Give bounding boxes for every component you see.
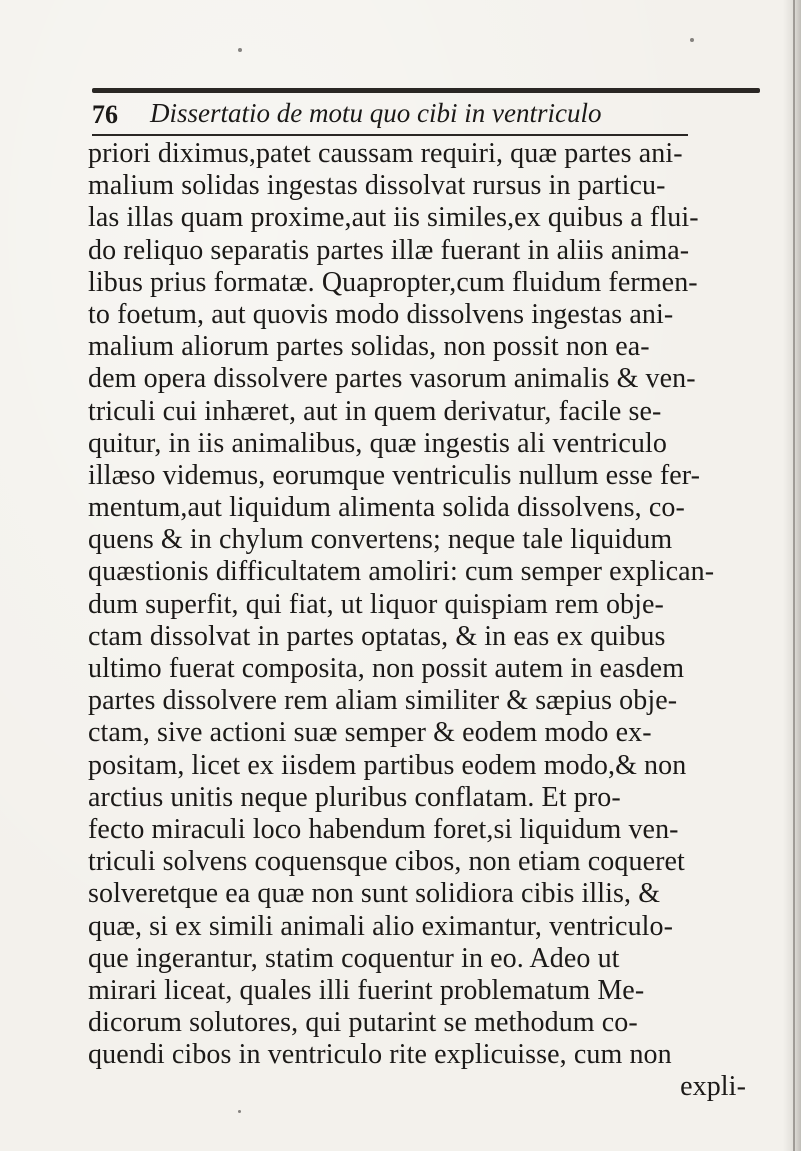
text-line: dem opera dissolvere partes vasorum animalis & ven-: [88, 363, 696, 395]
text-line: malium solidas ingestas dissolvat rursus in particu-: [88, 170, 666, 202]
text-line: triculi cui inhæret, aut in quem derivatur, facile se-: [88, 395, 662, 427]
text-line: mirari liceat, quales illi fuerint problematum Me-: [88, 974, 645, 1006]
body-text: [88, 138, 764, 1104]
text-line: quitur, in iis animalibus, quæ ingestis ali ventriculo: [88, 427, 668, 459]
top-rule: [92, 88, 760, 93]
text-line: do reliquo separatis partes illæ fuerant in aliis anima-: [88, 234, 690, 266]
text-line: priori diximus,patet caussam requiri, quæ partes ani-: [88, 138, 683, 169]
text-line: que ingerantur, statim coquentur in eo. Adeo ut: [88, 942, 620, 974]
text-line: illæso videmus, eorumque ventriculis nullum esse fer-: [88, 459, 701, 491]
page-number: 76: [92, 100, 118, 129]
text-line: to foetum, aut quovis modo dissolvens ingestas ani-: [88, 298, 674, 330]
header-rule: [92, 134, 688, 136]
text-line: libus prius formatæ. Quapropter,cum fluidum fermen-: [88, 266, 698, 298]
text-line: positam, licet ex iisdem partibus eodem modo,& non: [88, 749, 687, 781]
catchword: expli-: [680, 1071, 746, 1103]
text-line: arctius unitis neque pluribus conflatam. Et pro-: [88, 781, 621, 813]
text-line: quæ, si ex simili animali alio eximantur, ventriculo-: [88, 910, 674, 942]
text-line: ultimo fuerat composita, non possit autem in easdem: [88, 653, 685, 684]
ink-speck: [690, 38, 694, 42]
text-line: mentum,aut liquidum alimenta solida dissolvens, co-: [88, 492, 685, 524]
page-edge-line: [793, 0, 795, 1151]
ink-speck: [238, 1110, 241, 1113]
text-line: las illas quam proxime,aut iis similes,ex quibus a flui-: [88, 202, 699, 234]
ink-speck: [238, 48, 242, 52]
text-line: partes dissolvere rem aliam similiter & sæpius obje-: [88, 685, 678, 717]
text-line: quæstionis difficultatem amoliri: cum semper explican-: [88, 556, 715, 588]
page-header: [92, 96, 692, 136]
page-edge-shadow: [783, 0, 801, 1151]
text-line: ctam dissolvat in partes optatas, & in eas ex quibus: [88, 620, 666, 652]
text-line: fecto miraculi loco habendum foret,si liquidum ven-: [88, 813, 679, 845]
text-line: solveretque ea quæ non sunt solidiora cibis illis, &: [88, 878, 661, 910]
text-line: quens & in chylum convertens; neque tale liquidum: [88, 524, 673, 556]
running-title: Dissertatio de motu quo cibi in ventriculo: [150, 98, 602, 128]
text-line: dicorum solutores, qui putarint se methodum co-: [88, 1007, 638, 1039]
text-line: triculi solvens coquensque cibos, non etiam coqueret: [88, 846, 685, 878]
text-line: malium aliorum partes solidas, non possit non ea-: [88, 331, 650, 363]
text-line: ctam, sive actioni suæ semper & eodem modo ex-: [88, 717, 652, 749]
text-line: quendi cibos in ventriculo rite explicuisse, cum non: [88, 1039, 672, 1071]
text-line: dum superfit, qui fiat, ut liquor quispiam rem obje-: [88, 588, 664, 620]
